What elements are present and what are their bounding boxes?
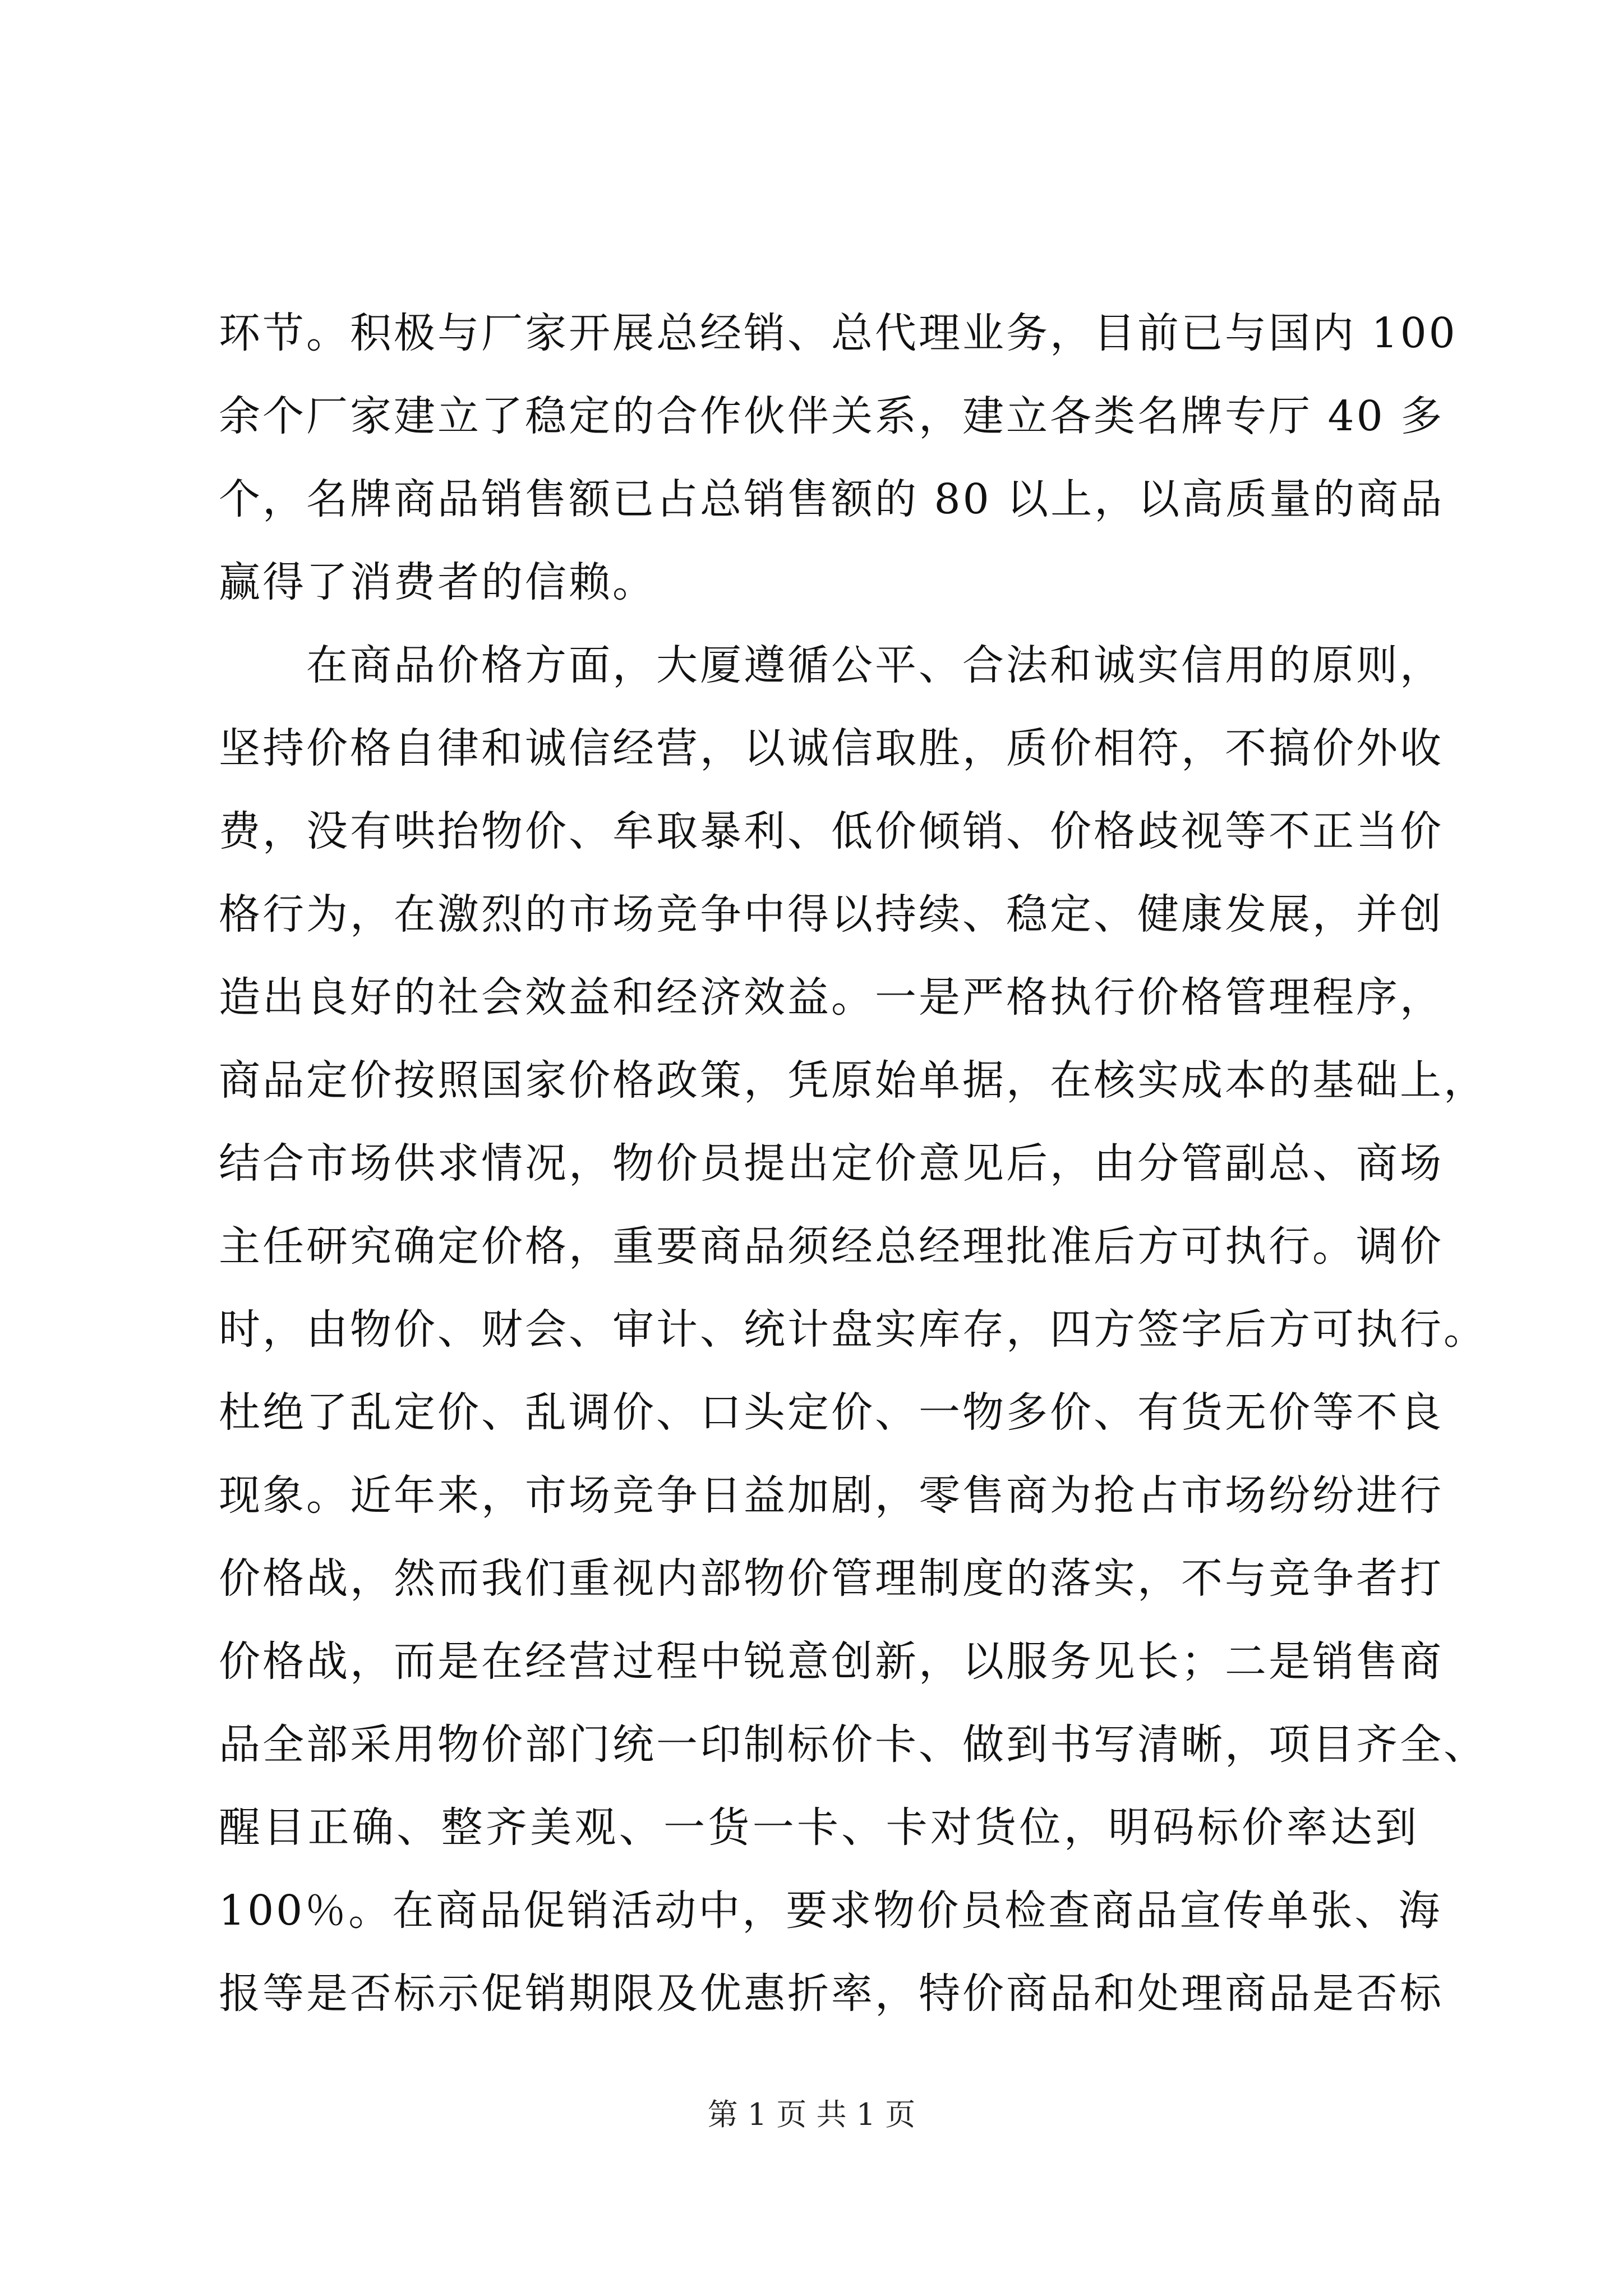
paragraph-2-line-17: 报等是否标示促销期限及优惠折率，特价商品和处理商品是否标 xyxy=(219,1970,1444,2018)
paragraph-2-line-2: 坚持价格自律和诚信经营，以诚信取胜，质价相符，不搞价外收 xyxy=(219,724,1444,772)
paragraph-2-line-13: 价格战，而是在经营过程中锐意创新，以服务见长；二是销售商 xyxy=(219,1637,1444,1686)
paragraph-2-line-10: 杜绝了乱定价、乱调价、口头定价、一物多价、有货无价等不良 xyxy=(219,1388,1444,1437)
paragraph-1-line-2: 余个厂家建立了稳定的合作伙伴关系，建立各类名牌专厅 40 多 xyxy=(219,392,1445,440)
paragraph-2-line-8: 主任研究确定价格，重要商品须经总经理批准后方可执行。调价 xyxy=(219,1222,1444,1271)
paragraph-2-line-14: 品全部采用物价部门统一印制标价卡、做到书写清晰，项目齐全、 xyxy=(219,1720,1487,1769)
paragraph-2-line-7: 结合市场供求情况，物价员提出定价意见后，由分管副总、商场 xyxy=(219,1139,1444,1188)
paragraph-2-line-15: 醒目正确、整齐美观、一货一卡、卡对货位，明码标价率达到 xyxy=(219,1803,1419,1852)
paragraph-2-line-5: 造出良好的社会效益和经济效益。一是严格执行价格管理程序， xyxy=(219,973,1444,1022)
paragraph-1-line-1: 环节。积极与厂家开展总经销、总代理业务，目前已与国内 100 xyxy=(219,309,1458,357)
paragraph-1-line-3: 个，名牌商品销售额已占总销售额的 80 以上，以高质量的商品 xyxy=(219,475,1445,523)
paragraph-2-line-4: 格行为，在激烈的市场竞争中得以持续、稳定、健康发展，并创 xyxy=(219,890,1444,938)
page-number-footer: 第 1 页 共 1 页 xyxy=(707,2097,916,2132)
paragraph-2-line-6: 商品定价按照国家价格政策，凭原始单据，在核实成本的基础上， xyxy=(219,1056,1487,1105)
paragraph-2-line-11: 现象。近年来，市场竞争日益加剧，零售商为抢占市场纷纷进行 xyxy=(219,1471,1444,1520)
paragraph-1-line-4: 赢得了消费者的信赖。 xyxy=(219,558,656,606)
document-body xyxy=(219,292,1487,2035)
paragraph-2-line-16: 100％。在商品促销活动中，要求物价员检查商品宣传单张、海 xyxy=(219,1887,1442,1935)
paragraph-2-line-3: 费，没有哄抬物价、牟取暴利、低价倾销、价格歧视等不正当价 xyxy=(219,807,1444,855)
paragraph-2-line-12: 价格战，然而我们重视内部物价管理制度的落实，不与竞争者打 xyxy=(219,1554,1444,1603)
paragraph-2-line-9: 时，由物价、财会、审计、统计盘实库存，四方签字后方可执行。 xyxy=(219,1305,1487,1354)
paragraph-2-line-1: 在商品价格方面，大厦遵循公平、合法和诚实信用的原则， xyxy=(219,641,1444,689)
